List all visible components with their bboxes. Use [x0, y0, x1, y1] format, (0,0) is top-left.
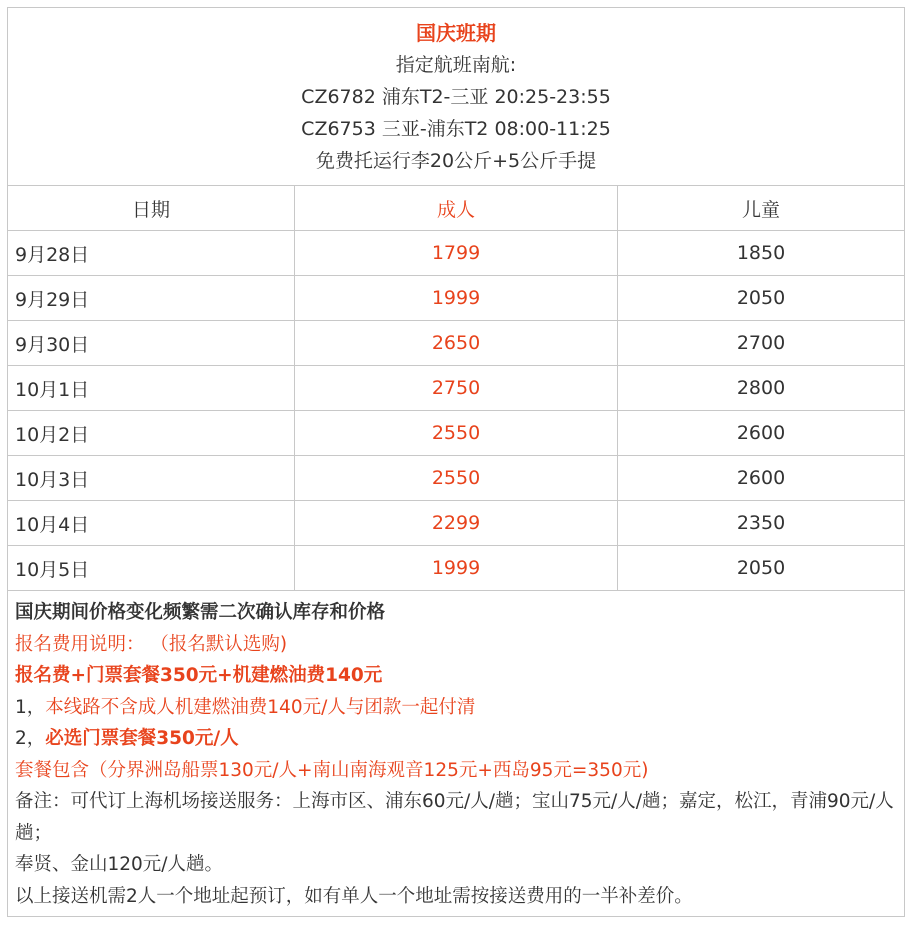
notes-item-1-number: 1， [15, 696, 46, 718]
flight-outbound: CZ6782 浦东T2-三亚 20:25-23:55 [301, 86, 611, 108]
date-cell: 10月4日 [8, 501, 295, 546]
adult-price-cell: 2650 [295, 321, 618, 366]
child-price-cell: 2600 [618, 456, 905, 501]
flight-return: CZ6753 三亚-浦东T2 08:00-11:25 [301, 118, 611, 140]
notes-fee-summary: 报名费+门票套餐350元+机建燃油费140元 [15, 665, 383, 686]
date-cell: 10月1日 [8, 366, 295, 411]
header-cell [8, 8, 905, 186]
child-price-cell: 2050 [618, 546, 905, 591]
child-price-cell: 2800 [618, 366, 905, 411]
adult-price-cell: 1999 [295, 546, 618, 591]
adult-price-cell: 2750 [295, 366, 618, 411]
child-price-cell: 2050 [618, 276, 905, 321]
table-row [8, 456, 905, 501]
notes-transfer-condition: 以上接送机需2人一个地址起预订，如有单人一个地址需按接送费用的一半补差价。 [15, 885, 693, 907]
column-header-child: 儿童 [618, 186, 905, 231]
notes-item-2 [15, 723, 897, 755]
header-row [8, 8, 905, 186]
adult-price-cell: 1799 [295, 231, 618, 276]
notes-item-1-text: 本线路不含成人机建燃油费140元/人与团款一起付清 [45, 696, 476, 718]
notes-fee-heading: 报名费用说明： （报名默认选购) [15, 633, 288, 655]
table-row [8, 366, 905, 411]
date-cell: 9月29日 [8, 276, 295, 321]
table-row [8, 321, 905, 366]
notes-item-2-number: 2， [15, 728, 46, 749]
table-row [8, 546, 905, 591]
notes-package-detail: 套餐包含（分界洲岛船票130元/人+南山南海观音125元+西岛95元=350元) [15, 759, 649, 781]
price-document [7, 7, 904, 917]
notes-cell [8, 591, 905, 917]
notes-transfer-remark: 备注：可代订上海机场接送服务：上海市区、浦东60元/人/趟；宝山75元/人/趟；嘉定，松江，青浦90元/人趟； [15, 791, 894, 844]
adult-price-cell: 2550 [295, 456, 618, 501]
column-header-adult: 成人 [295, 186, 618, 231]
baggage-info: 免费托运行李20公斤+5公斤手提 [315, 150, 597, 172]
notes-row [8, 591, 905, 917]
adult-price-cell: 2299 [295, 501, 618, 546]
page-title: 国庆班期 [416, 21, 496, 45]
column-header-date: 日期 [8, 186, 295, 231]
column-header-row [8, 186, 905, 231]
date-cell: 10月2日 [8, 411, 295, 456]
notes-price-warning: 国庆期间价格变化频繁需二次确认库存和价格 [15, 602, 386, 623]
date-cell: 9月28日 [8, 231, 295, 276]
table-row [8, 231, 905, 276]
table-row [8, 411, 905, 456]
table-row [8, 501, 905, 546]
notes-item-1 [15, 692, 897, 724]
price-table [7, 7, 905, 917]
adult-price-cell: 2550 [295, 411, 618, 456]
notes-transfer-remark-2: 奉贤、金山120元/人趟。 [15, 854, 224, 875]
child-price-cell: 2600 [618, 411, 905, 456]
date-cell: 9月30日 [8, 321, 295, 366]
child-price-cell: 1850 [618, 231, 905, 276]
airline-line: 指定航班南航: [395, 54, 517, 76]
child-price-cell: 2700 [618, 321, 905, 366]
notes-item-2-text: 必选门票套餐350元/人 [45, 728, 239, 749]
adult-price-cell: 1999 [295, 276, 618, 321]
date-cell: 10月3日 [8, 456, 295, 501]
date-cell: 10月5日 [8, 546, 295, 591]
child-price-cell: 2350 [618, 501, 905, 546]
table-row [8, 276, 905, 321]
